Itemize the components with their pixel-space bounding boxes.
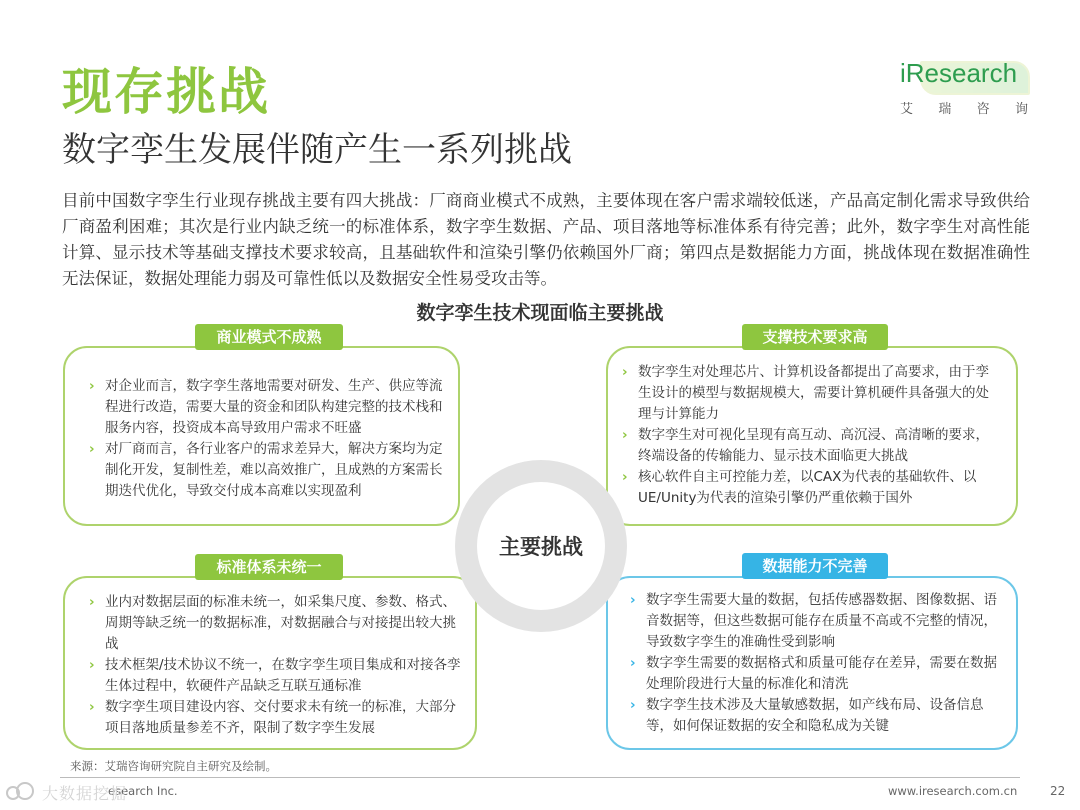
quadrant-data-capability [606, 576, 1018, 750]
quadrant-items [87, 592, 463, 739]
quadrant-tech-requirements [606, 346, 1018, 526]
list-item: › 数字孪生对可视化呈现有高互动、高沉浸、高清晰的要求，终端设备的传输能力、显示技术面临更大挑战 [620, 425, 990, 467]
list-item: › 核心软件自主可控能力差，以CAX为代表的基础软件、以UE/Unity为代表的渲染引擎仍严重依赖于国外 [620, 467, 990, 509]
quadrant-items [628, 590, 1000, 737]
logo-wordmark: iResearch [900, 58, 1018, 88]
watermark-text: 大数据挖掘 [42, 783, 128, 803]
list-item: › 数字孪生对处理芯片、计算机设备都提出了高要求，由于孪生设计的模型与数据规模大，需要计算机硬件具备强大的处理与计算能力 [620, 362, 990, 425]
quadrant-items [87, 376, 449, 502]
footer-url: www.iresearch.com.cn [888, 784, 1018, 798]
quadrant-items [620, 362, 990, 509]
center-ring [455, 460, 627, 632]
quadrant-standards [63, 576, 477, 750]
logo-cn-name: 艾 瑞 咨 询 [900, 102, 1028, 117]
diagram-title: 数字孪生技术现面临主要挑战 [416, 302, 664, 324]
list-item: › 对企业而言，数字孪生落地需要对研发、生产、供应等流程进行改造，需要大量的资金和团队构建完整的技术栈和服务内容，投资成本高导致用户需求不旺盛 [87, 376, 449, 439]
label-standards: 标准体系未统一 [195, 554, 343, 580]
page-subtitle: 数字孪生发展伴随产生一系列挑战 [62, 130, 572, 170]
label-tech-requirements: 支撑技术要求高 [742, 324, 888, 350]
list-item: › 数字孪生需要大量的数据，包括传感器数据、图像数据、语音数据等，但这些数据可能存在质量不高或不完整的情况，导致数字孪生的准确性受到影响 [628, 590, 1000, 653]
list-item: › 业内对数据层面的标准未统一，如采集尺度、参数、格式、周期等缺乏统一的数据标准，对数据融合与对接提出较大挑战 [87, 592, 463, 655]
watermark [6, 777, 146, 807]
list-item: › 技术框架/技术协议不统一，在数字孪生项目集成和对接各孪生体过程中，软硬件产品缺乏互联互通标准 [87, 655, 463, 697]
page-title: 现存挑战 [62, 63, 270, 121]
label-data-capability: 数据能力不完善 [742, 553, 888, 579]
quadrant-business-model [63, 346, 460, 526]
source-note: 来源：艾瑞咨询研究院自主研究及绘制。 [70, 759, 277, 773]
page-number: 22 [1050, 784, 1066, 798]
footer-divider [60, 777, 1020, 778]
list-item: › 数字孪生需要的数据格式和质量可能存在差异，需要在数据处理阶段进行大量的标准化和清洗 [628, 653, 1000, 695]
footer-company: esearch Inc. [108, 784, 178, 798]
label-business-model: 商业模式不成熟 [195, 324, 343, 350]
iresearch-logo [900, 56, 1030, 126]
watermark-logo-icon [6, 782, 36, 802]
list-item: › 对厂商而言，各行业客户的需求差异大，解决方案均为定制化开发，复制性差，难以高效推广，且成熟的方案需长期迭代优化，导致交付成本高难以实现盈利 [87, 439, 449, 502]
center-label: 主要挑战 [477, 482, 605, 610]
list-item: › 数字孪生项目建设内容、交付要求未有统一的标准，大部分项目落地质量参差不齐，限制了数字孪生发展 [87, 697, 463, 739]
intro-paragraph: 目前中国数字孪生行业现存挑战主要有四大挑战：厂商商业模式不成熟，主要体现在客户需求端较低迷，产品高定制化需求导致供给厂商盈利困难；其次是行业内缺乏统一的标准体系，数字孪生数据、产品、项目落地等标准体系有待完善；此外，数字孪生对高性能计算、显示技术等基础支撑技术要求较高，且基础软件和渲染引擎仍依赖国外厂商；第四点是数据能力方面，挑战体现在数据准确性无法保证，数据处理能力弱及可靠性低以及数据安全性易受攻击等。 [62, 191, 1030, 288]
list-item: › 数字孪生技术涉及大量敏感数据，如产线布局、设备信息等，如何保证数据的安全和隐私成为关键 [628, 695, 1000, 737]
